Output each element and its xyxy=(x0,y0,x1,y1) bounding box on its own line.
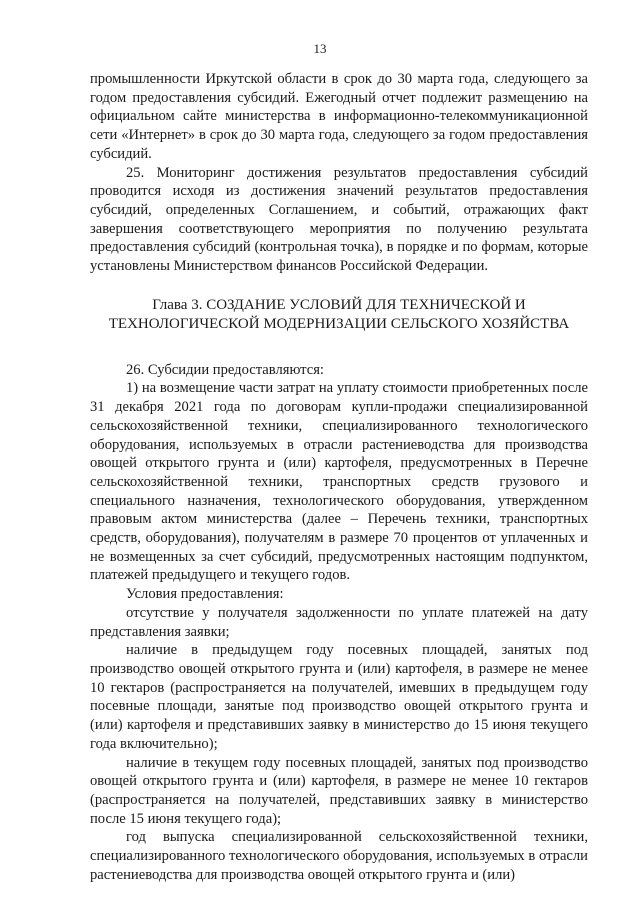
paragraph-continuation: промышленности Иркутской области в срок до 30 марта года, следующего за годом предоставления субсидий. Ежегодный отчет подлежит размещению на официальном сайте министерства в информационно-телекоммуникационной сети «Интернет» в срок до 30 марта года, следующего за годом предоставления субсидий. xyxy=(90,71,588,162)
chapter-heading xyxy=(90,296,588,334)
paragraph-conditions-heading: Условия предоставления: xyxy=(126,586,284,603)
chapter-heading-line-1: Глава 3. СОЗДАНИЕ УСЛОВИЙ ДЛЯ ТЕХНИЧЕСКОЙ И xyxy=(152,296,526,313)
document-body xyxy=(90,70,588,884)
paragraph-condition-debt: отсутствие у получателя задолженности по уплате платежей на дату представления заявки; xyxy=(90,604,588,640)
paragraph-item-25: 25. Мониторинг достижения результатов предоставления субсидий проводится исходя из достижения значений результатов предоставления субсидий, определенных Соглашением, и событий, отражающих факт завершения соответствующего мероприятия по получению результата предоставления субсидий (контрольная точка), в порядке и по формам, которые установлены Министерством финансов Российской Федерации. xyxy=(90,164,588,275)
paragraph-item-26: 26. Субсидии предоставляются: xyxy=(126,361,324,378)
paragraph-condition-year-of-manufacture: год выпуска специализированной сельскохозяйственной техники, специализированного технологического оборудования, используемых в отрасли растениеводства для производства овощей открытого грунта и (или) xyxy=(90,829,588,883)
paragraph-condition-current-year-area: наличие в текущем году посевных площадей, занятых под производство овощей открытого грунта и (или) картофеля, в размере не менее 10 гектаров (распространяется на получателей, представивших заявку в министерство после 15 июня текущего года); xyxy=(90,754,588,827)
chapter-heading-line-2: ТЕХНОЛОГИЧЕСКОЙ МОДЕРНИЗАЦИИ СЕЛЬСКОГО ХОЗЯЙСТВА xyxy=(108,315,570,332)
page-number: 13 xyxy=(313,41,327,56)
paragraph-condition-prev-year-area: наличие в предыдущем году посевных площадей, занятых под производство овощей открытого грунта и (или) картофеля, в размере не менее 10 гектаров (распространяется на получателей, имевших в предыдущем году посевные площади, занятые под производство овощей открытого грунта и (или) картофеля и представивших заявку в министерство до 15 июня текущего года включительно); xyxy=(90,642,588,752)
paragraph-subitem-1: 1) на возмещение части затрат на уплату стоимости приобретенных после 31 декабря 2021 года по договорам купли-продажи специализированной сельскохозяйственной техники, специализированного технологического оборудования, используемых в отрасли растениеводства для производства овощей открытого грунта и (или) картофеля, предусмотренных в Перечне сельскохозяйственной техники, транспортных средств грузового и специального назначения, технологического оборудования, утвержденном правовым актом министерства (далее – Перечень техники, транспортных средств, оборудования), получателям в размере 70 процентов от уплаченных и не возмещенных за счет субсидий, предусмотренных настоящим подпунктом, платежей предыдущего и текущего годов. xyxy=(90,380,588,584)
